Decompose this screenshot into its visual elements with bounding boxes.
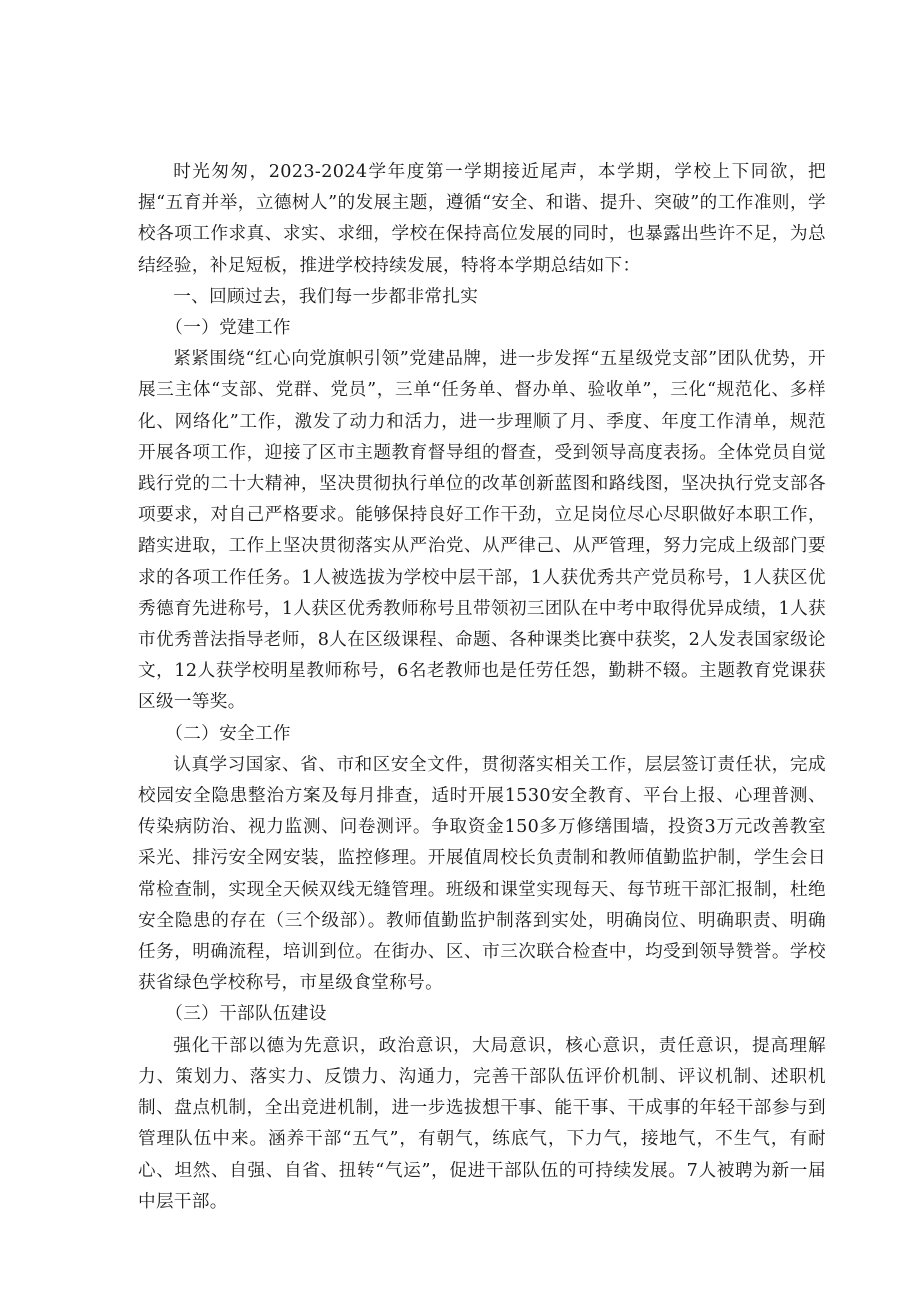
section-heading: 一、回顾过去，我们每一步都非常扎实: [173, 286, 479, 307]
subsection-heading-safety: （二）安全工作: [165, 723, 291, 744]
document-body: [138, 157, 826, 1218]
subsection-heading-cadre: （三）干部队伍建设: [165, 1004, 327, 1025]
subsection-paragraph-cadre: 强化干部以德为先意识，政治意识，大局意识，核心意识，责任意识，提高理解力、策划力、落实力、反馈力、沟通力，完善干部队伍评价机制、评议机制、述职机制、盘点机制，全出竞进机制，进一步选拔想干事、能干事、干成事的年轻干部参与到管理队伍中来。涵养干部“五气”，有朝气，练底气，下力气，接地气，不生气，有耐心、坦然、自强、自省、扭转“气运”，促进干部队伍的可持续发展。7人被聘为新一届中层干部。: [138, 1035, 826, 1212]
intro-paragraph: 时光匆匆，2023-2024学年度第一学期接近尾声，本学期，学校上下同欲，把握“五育并举，立德树人”的发展主题，遵循“安全、和谐、提升、突破”的工作准则，学校各项工作求真、求实、求细，学校在保持高位发展的同时，也暴露出些许不足，为总结经验，补足短板，推进学校持续发展，特将本学期总结如下：: [138, 162, 826, 276]
subsection-paragraph-safety: 认真学习国家、省、市和区安全文件，贯彻落实相关工作，层层签订责任状，完成校园安全隐患整治方案及每月排查，适时开展1530安全教育、平台上报、心理普测、传染病防治、视力监测、问卷测评。争取资金150多万修缮围墙，投资3万元改善教室采光、排污安全网安装，监控修理。开展值周校长负责制和教师值勤监护制，学生会日常检查制，实现全天候双线无缝管理。班级和课堂实现每天、每节班干部汇报制，杜绝安全隐患的存在（三个级部）。教师值勤监护制落到实处，明确岗位、明确职责、明确任务，明确流程，培训到位。在街办、区、市三次联合检查中，均受到领导赞誉。学校获省绿色学校称号，市星级食堂称号。: [138, 754, 826, 994]
subsection-paragraph-party: 紧紧围绕“红心向党旗帜引领”党建品牌，进一步发挥“五星级党支部”团队优势，开展三主体“支部、党群、党员”，三单“任务单、督办单、验收单”，三化“规范化、多样化、网络化”工作，激发了动力和活力，进一步理顺了月、季度、年度工作清单，规范开展各项工作，迎接了区市主题教育督导组的督查，受到领导高度表扬。全体党员自觉践行党的二十大精神，坚决贯彻执行单位的改革创新蓝图和路线图，坚决执行党支部各项要求，对自己严格要求。能够保持良好工作干劲，立足岗位尽心尽职做好本职工作，踏实进取，工作上坚决贯彻落实从严治党、从严律己、从严管理，努力完成上级部门要求的各项工作任务。1人被选拔为学校中层干部，1人获优秀共产党员称号，1人获区优秀德育先进称号，1人获区优秀教师称号且带领初三团队在中考中取得优异成绩，1人获市优秀普法指导老师，8人在区级课程、命题、各种课类比赛中获奖，2人发表国家级论文，12人获学校明星教师称号，6名老教师也是任劳任怨，勤耕不辍。主题教育党课获区级一等奖。: [138, 349, 826, 713]
subsection-heading-party: （一）党建工作: [165, 318, 291, 339]
